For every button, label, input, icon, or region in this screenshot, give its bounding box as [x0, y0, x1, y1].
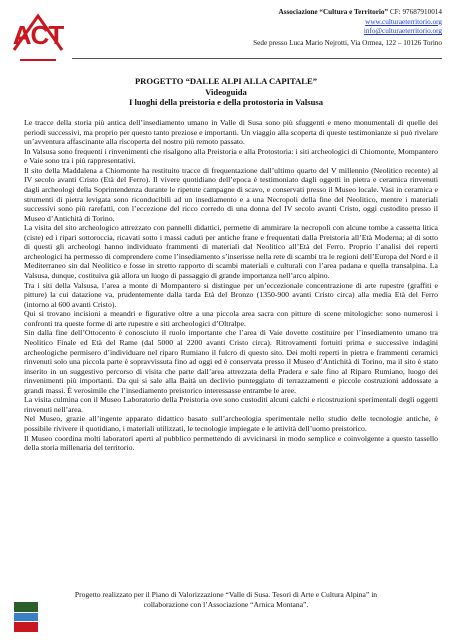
paragraph: La visita culmina con il Museo Laboratorio della Preistoria ove sono custoditi alcuni calchi e ricostruzioni sperimentali degli oggetti rinvenuti nell’area. [24, 395, 438, 414]
header-divider [72, 58, 442, 59]
footer [0, 590, 452, 610]
paragraph: Le tracce della storia più antica dell’insediamento umano in Valle di Susa sono più sfuggenti e meno monumentali di quelle dei periodi successivi, ma proprio per questo tanto preziose e importanti. Un viaggio alla scoperta di queste testimonianze si può rivelare un’avventura affascinante alla riscoperta del nostro più remoto passato. [24, 118, 438, 147]
subtitle: Videoguida [205, 86, 247, 97]
association-header [142, 8, 442, 48]
paragraph: Tra i siti della Valsusa, l’area a monte di Mompantero si distingue per un’eccezionale concentrazione di arte rupestre (graffiti e pitture) la cui datazione va, prudentemente dalla tarda Età del Bronzo (1350-900 avanti Cristo circa) alla media Età del Ferro (intorno al 600 avanti Cristo). [24, 280, 438, 309]
paragraph: Qui si trovano incisioni a meandri e figurative oltre a una piccola area sacra con pitture di scene mitologiche: sono numerosi i confronti tra queste forme di arte rupestre e siti archeologici d’Oltralpe. [24, 309, 438, 328]
paragraph: La visita del sito archeologico attrezzato con pannelli didattici, permette di ammirare la necropoli con alcune tombe a cassetta litica (ciste) ed i ripari sottoroccia, ricavati sotto i massi caduti per antiche frane e frequentati dalla Preistoria all’Età Moderna; al di sotto di questi gli archeologi hanno individuato frammenti di materiali dal Neolitico all’Età del Ferro. Proprio l’analisi dei reperti archeologici ha permesso di comprendere come l’insediamento s’inserisse nella rete di scambi tra le regioni dell’Europa del Nord e il Mediterraneo sin dal Neolitico e fosse in stretto rapporto di scambi materiali e culturali con l’area padana e quella transalpina. La Valsusa, dunque, costituiva già allora un luogo di passaggio di grande importanza nell’arco alpino. [24, 223, 438, 280]
act-logo [10, 10, 66, 70]
document-title [0, 76, 452, 108]
paragraph: Nel Museo, grazie all’ingente apparato didattico basato sull’archeologia sperimentale nello studio delle tecnologie antiche, è possibile rivivere il quotidiano, i materiali utilizzati, le tecnologie impiegate e le attività dell’uomo preistorico. [24, 414, 438, 433]
paragraph: Il Museo coordina molti laboratori aperti al pubblico permettendo di avvicinarsi in modo semplice e coinvolgente a questo tassello della storia millenaria del territorio. [24, 433, 438, 453]
fiscal-code: CF: 97687910014 [389, 8, 442, 16]
address: Sede presso Luca Mario Nejrotti, Via Ormea, 122 – 10126 Torino [253, 38, 442, 47]
heading: I luoghi della preistoria e della protostoria in Valsusa [128, 97, 324, 108]
website-link[interactable]: www.culturaeterritorio.org [365, 17, 442, 26]
project-title: PROGETTO “DALLE ALPI ALLA CAPITALE” [134, 76, 318, 86]
logo-text: ACT [12, 20, 64, 50]
association-name: Associazione “Cultura e Territorio” [278, 8, 389, 16]
email-link[interactable]: info@culturaeterritorio.org [363, 27, 442, 36]
document-body [24, 118, 438, 453]
paragraph: In Valsusa sono frequenti i rinvenimenti che risalgono alla Preistoria e alla Protostoria: i siti archeologici di Chiomonte, Mompantero e Vaie sono tra i più rappresentativi. [24, 146, 438, 166]
paragraph: Sin dalla fine dell’Ottocento è conosciuto il ruolo importante che l’area di Vaie dovette costituire per l’insediamento umano tra Neolitico Finale ed Età del Rame (dal 5000 al 2200 avanti Cristo circa). Ritrovamenti fortuiti prima e successive indagini archeologiche permisero d’individuare nel riparo Rumiano il fulcro di questo sito. Dei molti reperti in pietra e frammenti ceramici rinvenuti solo una piccola parte è sopravvissuta fino ad oggi ed è conservata presso il Museo d’Antichità di Torino, ma il sito è stato inserito in un suggestivo percorso di visita che parte dall’area attrezzata della Pradera e sale fino al Riparo Rumiano, luogo dei rinvenimenti più importanti. Da qui si sale alla Baità un declivio punteggiato di terrazzamenti e piccole costruzioni addossate a grandi massi. È verosimile che l’insediamento preistorico interessasse entrambe le aree. [24, 328, 438, 395]
paragraph: Il sito della Maddalena a Chiomonte ha restituito tracce di frequentazione dall’ultimo quarto del V millennio (Neolitico recente) al IV secolo avanti Cristo (Età del Ferro). Il vivere quotidiano dell’epoca è testimoniato dagli oggetti in pietra e ceramica rinvenuti dagli archeologi della Soprintendenza durante le ripetute campagne di scavo, e conservati presso il Museo locale. Vasi in ceramica e strumenti di pietra levigata sono riconducibili ad un insediamento e a una Necropoli della fine del Neolitico, mentre i materiali successivi sono più rarefatti, con l’eccezione del ricco corredo di una donna del IV secolo avanti Cristo, oggi custodito presso il Museo d’Antichità di Torino. [24, 165, 438, 223]
association-line [142, 8, 442, 18]
footer-line-1: Progetto realizzato per il Piano di Valorizzazione “Valle di Susa. Tesori di Arte e Cultura Alpina” in [74, 590, 378, 599]
footer-line-2: collaborazione con l’Associazione “Arnica Montana”. [143, 600, 309, 609]
